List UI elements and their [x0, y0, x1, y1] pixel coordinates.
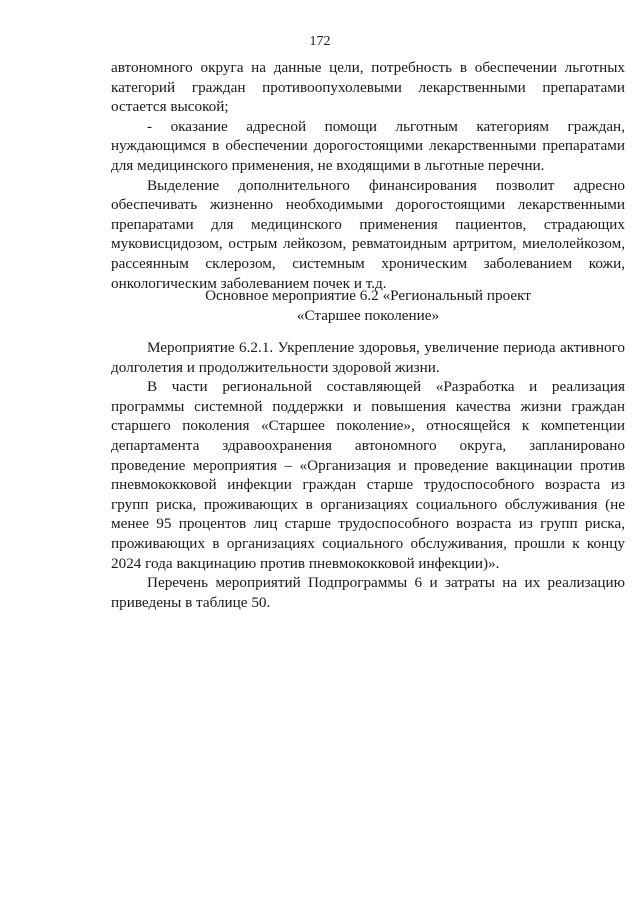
text-section-lower	[111, 338, 625, 612]
section-heading	[111, 286, 625, 325]
financing-paragraph: Выделение дополнительного финансирования позволит адресно обеспечивать жизненно необходимыми дорогостоящими лекарственными препаратами для медицинского применения пациентов, страдающих муковисцидозом, острым лейкозом, ревматоидным артритом, миелолейкозом, рассеянным склерозом, системным хроническим заболеванием кожи, онкологическим заболеванием почек и т.д.	[111, 176, 625, 292]
regional-paragraph: В части региональной составляющей «Разработка и реализация программы системной поддержки и повышения качества жизни граждан старшего поколения «Старшее поколение», относящейся к компетенции департамента здравоохранения автономного округа, запланировано проведение мероприятия – «Организация и проведение вакцинации против пневмококковой инфекции граждан старше трудоспособного возраста из групп риска, проживающих в организациях социального обслуживания (не менее 95 процентов лиц старше трудоспособного возраста из групп риска, проживающих в организациях социального обслуживания, прошли к концу 2024 года вакцинацию против пневмококковой инфекции)».	[111, 378, 625, 572]
section-heading-line-2: «Старшее поколение»	[296, 306, 440, 324]
continuation-paragraph: автономного округа на данные цели, потребность в обеспечении льготных категорий граждан противоопухолевыми лекарственными препаратами остается высокой;	[111, 59, 625, 116]
text-section-upper	[111, 58, 625, 293]
page-number: 172	[309, 34, 331, 49]
bullet-paragraph: - оказание адресной помощи льготным категориям граждан, нуждающимся в обеспечении дорогостоящими лекарственными препаратами для медицинского применения, не входящими в льготные перечни.	[111, 117, 625, 174]
list-paragraph: Перечень мероприятий Подпрограммы 6 и затраты на их реализацию приведены в таблице 50.	[111, 574, 625, 611]
event-paragraph: Мероприятие 6.2.1. Укрепление здоровья, увеличение периода активного долголетия и продолжительности здоровой жизни.	[111, 339, 625, 376]
section-heading-line-1: Основное мероприятие 6.2 «Региональный проект	[205, 287, 531, 304]
